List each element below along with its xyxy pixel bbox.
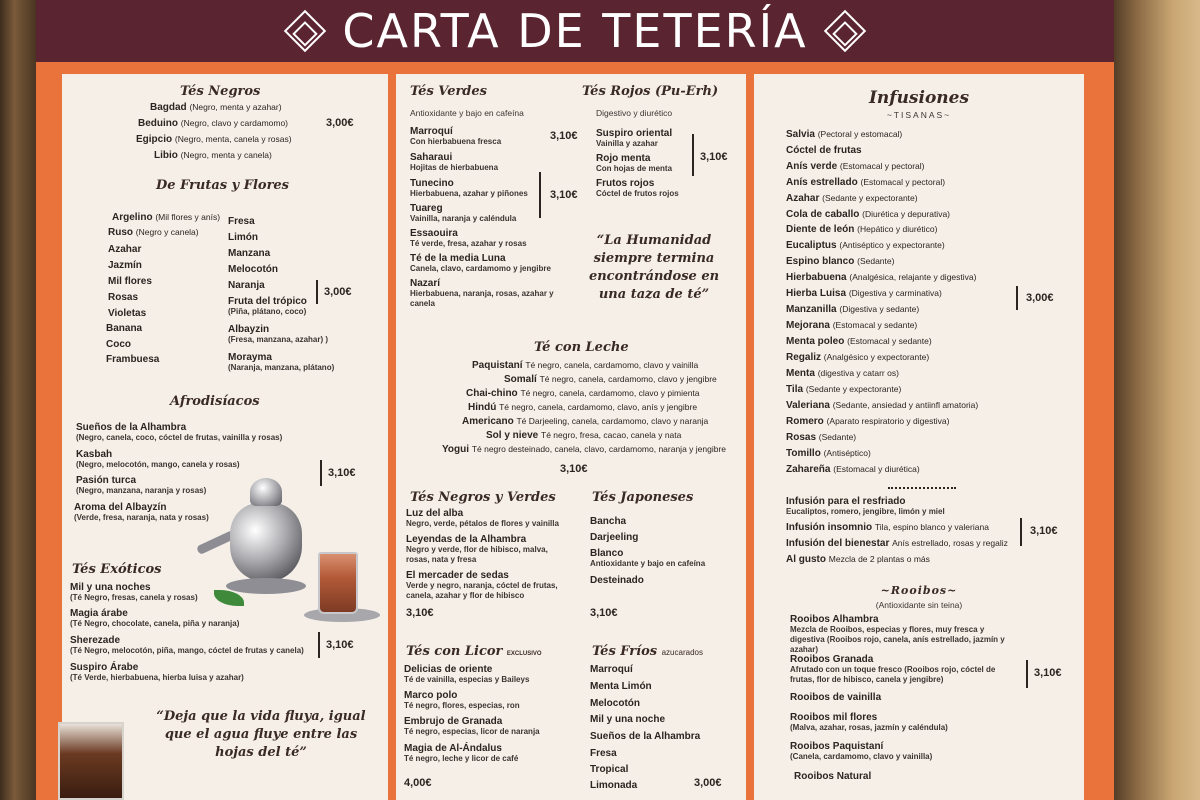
menu-item: Sueños de la Alhambra — [590, 731, 701, 742]
menu-item: Valeriana (Sedante, ansiedad y antiinfl amatoria) — [786, 400, 979, 411]
menu-item: Magia de Al-Ándalus Té negro, leche y licor de café — [404, 743, 519, 763]
wood-frame-left — [0, 0, 36, 800]
menu-title: CARTA DE TETERÍA — [342, 4, 808, 58]
menu-item: Bancha — [590, 516, 627, 527]
menu-item: Chai-chino Té negro, canela, cardamomo, clavo y pimienta — [466, 388, 700, 399]
menu-item: Limón — [228, 232, 258, 243]
price: 3,00€ — [694, 777, 722, 789]
menu-item: Delicias de oriente Té de vainilla, especias y Baileys — [404, 664, 530, 684]
menu-item: Melocotón — [590, 698, 640, 709]
menu-item: Menta (digestiva y catarr os) — [786, 368, 899, 379]
menu-item: Rooibos Paquistaní (Canela, cardamomo, clavo y vainilla) — [790, 741, 933, 761]
menu-header — [36, 0, 1114, 62]
menu-item: Jazmín — [108, 260, 142, 271]
menu-item: Mil y una noches (Té Negro, fresas, canela y rosas) — [70, 582, 198, 602]
menu-item: Cola de caballo (Diurética y depurativa) — [786, 209, 951, 220]
teapot-image — [230, 503, 302, 581]
divider — [320, 460, 322, 486]
menu-item: Anís verde (Estomacal y pectoral) — [786, 161, 925, 172]
menu-item: Tropical — [590, 764, 629, 775]
menu-item: Embrujo de Granada Té negro, especias, licor de naranja — [404, 716, 540, 736]
menu-item: Rosas — [108, 292, 139, 303]
menu-item: Darjeeling — [590, 532, 639, 543]
menu-item: Americano Té Darjeeling, canela, cardamomo, clavo y naranja — [462, 416, 709, 427]
menu-item: Salvia (Pectoral y estomacal) — [786, 129, 903, 140]
menu-item: Infusión insomnio Tila, espino blanco y valeriana — [786, 522, 989, 533]
menu-item: Naranja — [228, 280, 265, 291]
menu-item: Somalí Té negro, canela, cardamomo, clavo y jengibre — [504, 374, 717, 385]
divider — [539, 172, 541, 218]
quote-humanidad: “La Humanidad siempre termina encontrándose en una taza de té” — [588, 233, 720, 302]
section-heading-infusiones: Infusiones — [868, 88, 970, 108]
menu-item: Rooibos Natural — [794, 771, 872, 782]
menu-item: Menta Limón — [590, 681, 652, 692]
menu-item: Pasión turca (Negro, manzana, naranja y rosas) — [76, 475, 207, 495]
ornament-icon-left — [284, 10, 326, 52]
section-heading-afrodisiacos: Afrodisíacos — [170, 394, 260, 409]
drink-glass-image — [58, 722, 124, 800]
menu-item: Hierba Luisa (Digestiva y carminativa) — [786, 288, 942, 299]
section-heading-japoneses: Tés Japoneses — [592, 490, 694, 505]
menu-item: Romero (Aparato respiratorio y digestiva) — [786, 416, 950, 427]
section-heading-con-licor: Tés con Licor EXCLUSIVO — [406, 644, 542, 659]
menu-item: El mercader de sedas Verde y negro, naranja, cóctel de frutas, canela, azahar y flor de hibisco — [406, 570, 558, 600]
menu-item: Eucaliptus (Antiséptico y expectorante) — [786, 240, 945, 251]
menu-item: Bagdad (Negro, menta y azahar) — [150, 102, 282, 113]
menu-item: Rooibos Granada Afrutado con un toque fresco (Rooibos rojo, cóctel de frutas, flor de hibisco, canela y jengibre) — [790, 654, 996, 684]
menu-item: Melocotón — [228, 264, 278, 275]
menu-item: Tomillo (Antiséptico) — [786, 448, 871, 459]
divider — [1026, 660, 1028, 688]
price: 3,10€ — [406, 607, 434, 619]
price: 3,00€ — [324, 286, 352, 298]
section-note: (Antioxidante sin teina) — [875, 600, 963, 610]
menu-item: Infusión para el resfriado Eucaliptos, romero, jengibre, limón y miel — [786, 496, 945, 516]
menu-item: Frutos rojos Cóctel de frutos rojos — [596, 178, 679, 198]
menu-item: Rojo menta Con hojas de menta — [596, 153, 673, 173]
price: 3,00€ — [1026, 292, 1054, 304]
menu-item: Argelino (Mil flores y anís) — [112, 212, 221, 223]
menu-item: Tila (Sedante y expectorante) — [786, 384, 902, 395]
menu-item: Morayma (Naranja, manzana, plátano) — [228, 352, 335, 372]
menu-item: Kasbah (Negro, melocotón, mango, canela y rosas) — [76, 449, 240, 469]
menu-item: Blanco Antioxidante y bajo en cafeína — [590, 548, 706, 568]
menu-item: Albayzin (Fresa, manzana, azahar) ) — [228, 324, 329, 344]
section-heading-frutas: De Frutas y Flores — [156, 178, 290, 193]
menu-item: Yogui Té negro desteinado, canela, clavo, cardamomo, naranja y jengibre — [442, 444, 727, 455]
menu-item: Libio (Negro, menta y canela) — [154, 150, 272, 161]
menu-item: Rooibos Alhambra Mezcla de Rooibos, especias y flores, muy fresca y digestiva (Rooibos rojo, canela, anís estrellado, jazmín y azahar) — [790, 614, 1005, 654]
menu-item: Tuareg Vainilla, naranja y caléndula — [410, 203, 517, 223]
menu-item: Aroma del Albayzín (Verde, fresa, naranja, nata y rosas) — [74, 502, 209, 522]
quote-vida-fluya: “Deja que la vida fluya, igual que el agua fluye entre las hojas del té” — [156, 709, 366, 760]
menu-item: Manzana — [228, 248, 271, 259]
divider — [316, 280, 318, 304]
menu-item: Leyendas de la Alhambra Negro y verde, flor de hibisco, malva, rosas, nata y fresa — [406, 534, 548, 564]
price: 3,00€ — [326, 117, 354, 129]
price: 3,10€ — [550, 189, 578, 201]
menu-item: Marroquí Con hierbabuena fresca — [410, 126, 502, 146]
menu-item: Paquistaní Té negro, canela, cardamomo, clavo y vainilla — [472, 360, 699, 371]
menu-item: Rosas (Sedante) — [786, 432, 857, 443]
menu-item: Fruta del trópico (Piña, plátano, coco) — [228, 296, 307, 316]
price: 3,10€ — [700, 151, 728, 163]
section-note: Antioxidante y bajo en cafeína — [410, 108, 524, 118]
menu-item: Tunecino Hierbabuena, azahar y piñones — [410, 178, 528, 198]
menu-item: Sol y nieve Té negro, fresa, cacao, canela y nata — [486, 430, 682, 441]
section-heading-te-con-leche: Té con Leche — [534, 340, 629, 355]
menu-item: Desteinado — [590, 575, 644, 586]
ornament-icon-right — [823, 10, 865, 52]
menu-item: Banana — [106, 323, 143, 334]
menu-item: Espino blanco (Sedante) — [786, 256, 895, 267]
menu-item: Essaouira Té verde, fresa, azahar y rosas — [410, 228, 527, 248]
menu-item: Diente de león (Hepático y diurético) — [786, 224, 938, 235]
menu-item: Regaliz (Analgésico y expectorante) — [786, 352, 930, 363]
menu-item: Zahareña (Estomacal y diurética) — [786, 464, 920, 475]
menu-item: Suspiro oriental Vainilla y azahar — [596, 128, 673, 148]
menu-column-3 — [754, 74, 1084, 800]
section-heading-negros-y-verdes: Tés Negros y Verdes — [410, 490, 556, 505]
section-heading-tes-rojos: Tés Rojos (Pu-Erh) — [582, 84, 719, 99]
menu-item: Azahar (Sedante y expectorante) — [786, 193, 918, 204]
menu-item: Fresa — [590, 748, 617, 759]
price: 3,10€ — [328, 467, 356, 479]
menu-item: Marroquí — [590, 664, 633, 675]
price: 3,10€ — [550, 130, 578, 142]
menu-item: Beduino (Negro, clavo y cardamomo) — [138, 118, 289, 129]
menu-item: Mil flores — [108, 276, 152, 287]
menu-item: Limonada — [590, 780, 638, 791]
menu-column-1 — [62, 74, 388, 800]
menu-item: Cóctel de frutas — [786, 145, 862, 156]
section-heading-exoticos: Tés Exóticos — [72, 562, 162, 577]
price: 4,00€ — [404, 777, 432, 789]
divider — [888, 487, 956, 489]
menu-item: Rooibos mil flores (Malva, azahar, rosas, jazmín y caléndula) — [790, 712, 948, 732]
teapot-image — [226, 578, 306, 594]
price: 3,10€ — [590, 607, 618, 619]
section-subheading-tisanas: ~TISANAS~ — [886, 110, 952, 120]
menu-item: Manzanilla (Digestiva y sedante) — [786, 304, 920, 315]
menu-item: Mil y una noche — [590, 714, 666, 725]
menu-item: Al gusto Mezcla de 2 plantas o más — [786, 554, 930, 565]
menu-item: Suspiro Árabe (Té Verde, hierbabuena, hierba luisa y azahar) — [70, 662, 244, 682]
menu-item: Luz del alba Negro, verde, pétalos de flores y vainilla — [406, 508, 559, 528]
divider — [692, 134, 694, 176]
menu-item: Nazarí Hierbabuena, naranja, rosas, azahar y canela — [410, 278, 554, 308]
menu-item: Sherezade (Té Negro, melocotón, piña, mango, cóctel de frutas y canela) — [70, 635, 304, 655]
menu-item: Magia árabe (Té Negro, chocolate, canela, piña y naranja) — [70, 608, 240, 628]
price: 3,10€ — [560, 463, 588, 475]
menu-item: Infusión del bienestar Anís estrellado, rosas y regaliz — [786, 538, 1008, 549]
divider — [1020, 518, 1022, 546]
menu-item: Hierbabuena (Analgésica, relajante y digestiva) — [786, 272, 977, 283]
wood-frame-right — [1110, 0, 1200, 800]
teapot-image — [250, 478, 282, 506]
menu-item: Sueños de la Alhambra (Negro, canela, coco, cóctel de frutas, vainilla y rosas) — [76, 422, 283, 442]
divider — [318, 632, 320, 658]
tea-glass-image — [318, 552, 358, 614]
menu-item: Azahar — [108, 244, 142, 255]
menu-item: Menta poleo (Estomacal y sedante) — [786, 336, 932, 347]
divider — [1016, 286, 1018, 310]
menu-item: Fresa — [228, 216, 255, 227]
price: 3,10€ — [326, 639, 354, 651]
menu-item: Coco — [106, 339, 131, 350]
menu-column-2 — [396, 74, 746, 800]
menu-item: Rooibos de vainilla — [790, 692, 882, 703]
menu-item: Anís estrellado (Estomacal y pectoral) — [786, 177, 946, 188]
menu-item: Marco polo Té negro, flores, especias, ron — [404, 690, 520, 710]
menu-item: Hindú Té negro, canela, cardamomo, clavo, anís y jengibre — [468, 402, 698, 413]
menu-item: Té de la media Luna Canela, clavo, cardamomo y jengibre — [410, 253, 551, 273]
section-heading-tes-negros: Tés Negros — [180, 84, 261, 99]
section-heading-frios: Tés Fríos azucarados — [592, 644, 703, 659]
menu-item: Saharaui Hojitas de hierbabuena — [410, 152, 499, 172]
menu-item: Violetas — [108, 308, 147, 319]
section-note: Digestivo y diurético — [596, 108, 673, 118]
menu-item: Frambuesa — [106, 354, 160, 365]
section-heading-rooibos: ~Rooibos~ — [880, 584, 958, 597]
menu-item: Ruso (Negro y canela) — [108, 227, 199, 238]
menu-item: Mejorana (Estomacal y sedante) — [786, 320, 918, 331]
price: 3,10€ — [1034, 667, 1062, 679]
menu-item: Egipcio (Negro, menta, canela y rosas) — [136, 134, 292, 145]
section-heading-tes-verdes: Tés Verdes — [410, 84, 487, 99]
price: 3,10€ — [1030, 525, 1058, 537]
